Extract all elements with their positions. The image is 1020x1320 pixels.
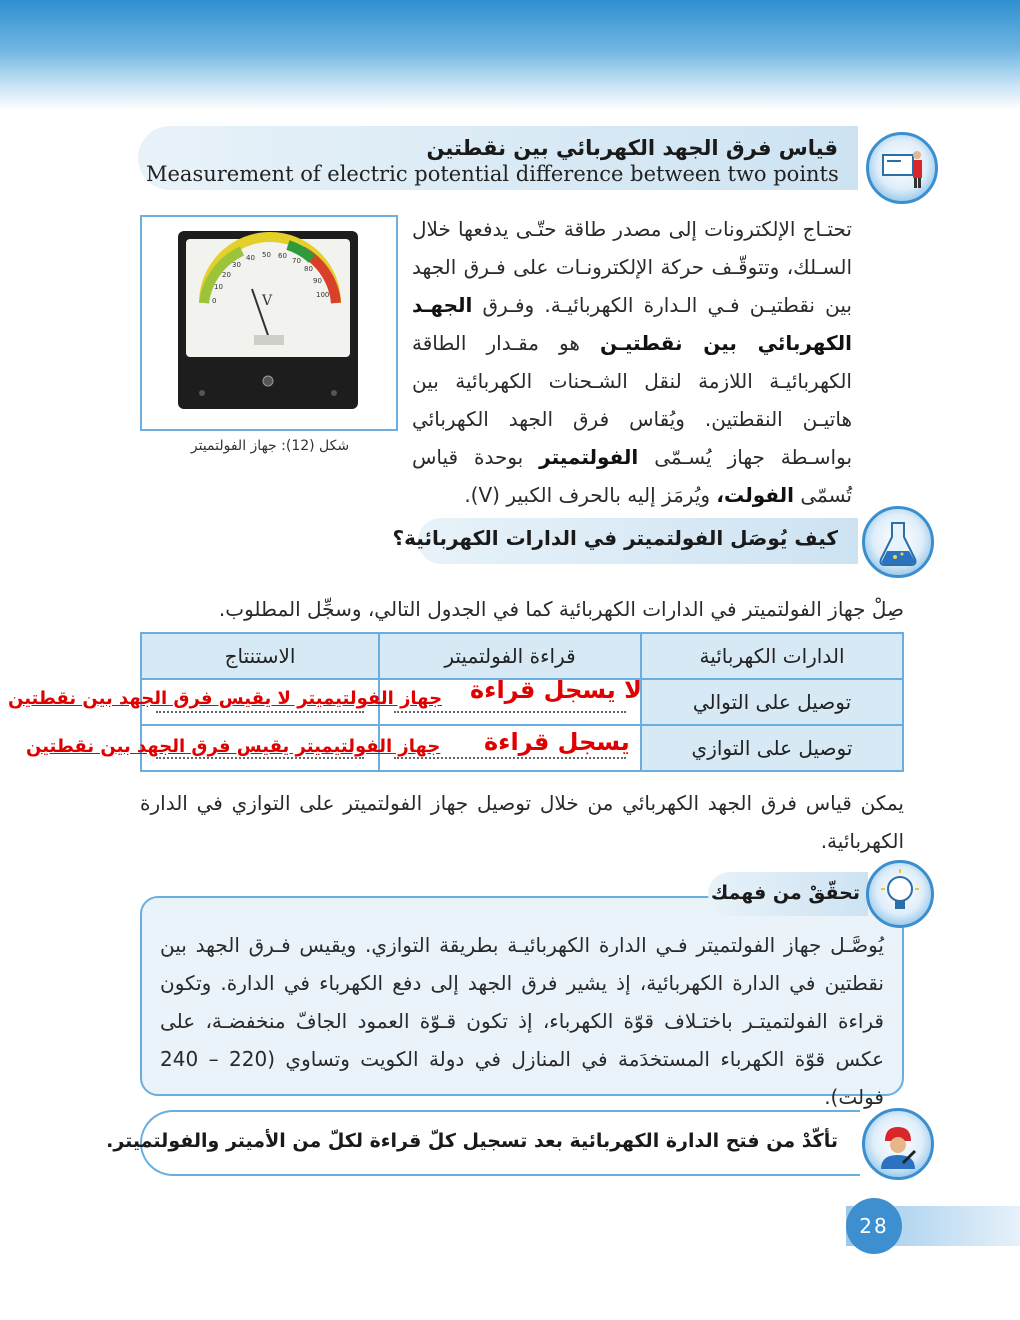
- dial-tick: 0: [212, 297, 217, 305]
- page-number: 28: [846, 1198, 902, 1254]
- dial-letter: V: [262, 293, 273, 309]
- dial-tick: 100: [316, 291, 330, 299]
- check-text: يُوصَّـل جهاز الفولتميتر فـي الدارة الكهربائيـة بطريقة التوازي. ويقيس فـرق الجهد بين نقطتين في الدارة الكهربائية، إذ يشير فرق الجهد إلى دفع الكهرباء في الدارة. وتكون قراءة الفولتميتـر باختـلاف قوّة الكهرباء، إذ تكون قـوّة العمود الجافّ منخفضـة، على عكس قوّة الكهرباء المستخدَمة في المنازل في دولة الكويت وتساوي (220 – 240 فولت).: [160, 933, 884, 1109]
- voltmeter-image: [142, 217, 396, 429]
- dial-tick: 60: [278, 252, 287, 260]
- answer-conclusion-parallel: جهاز الفولتيميتر يقيس فرق الجهد بين نقطتين: [26, 736, 441, 757]
- lightbulb-icon: [866, 860, 934, 928]
- table-header: قراءة الفولتميتر: [379, 633, 641, 679]
- table-header-row: [141, 633, 903, 679]
- row-label: توصيل على التوالي: [641, 679, 903, 725]
- instruction-text: صِلْ جهاز الفولتميتر في الدارات الكهربائية كما في الجدول التالي، وسجِّل المطلوب.: [218, 597, 904, 621]
- dial-tick: 80: [304, 265, 313, 273]
- row-label: توصيل على التوازي: [641, 725, 903, 771]
- dial-tick: 30: [232, 261, 241, 269]
- safety-note-text: تأكّدْ من فتح الدارة الكهربائية بعد تسجيل كلّ قراءة لكلّ من الأميتر والفولتميتر.: [106, 1130, 838, 1152]
- table-header: الاستنتاج: [141, 633, 379, 679]
- section-title-english: Measurement of electric potential difference between two points: [146, 162, 839, 186]
- dial-tick: 50: [262, 251, 271, 259]
- top-color-band: [0, 0, 1020, 110]
- dial-tick: 10: [214, 283, 223, 291]
- dial-tick: 70: [292, 257, 301, 265]
- dial-tick: 20: [222, 271, 231, 279]
- answer-reading-series: لا يسجل قراءة: [470, 676, 643, 704]
- section-title-arabic: قياس فرق الجهد الكهربائي بين نقطتين: [426, 136, 838, 160]
- voltmeter-photo-frame: [140, 215, 398, 431]
- figure-caption: شكل (12): جهاز الفولتميتر: [190, 438, 350, 454]
- question-title: كيف يُوصَل الفولتميتر في الدارات الكهربائية؟: [392, 526, 838, 550]
- answer-reading-parallel: يسجل قراءة: [484, 728, 630, 756]
- table-header: الدارات الكهربائية: [641, 633, 903, 679]
- answer-conclusion-series: جهاز الفولتيميتر لا يقيس فرق الجهد بين نقطتين: [8, 688, 443, 709]
- intro-paragraph: تحتـاج الإلكترونات إلى مصدر طاقة حتّـى يدفعها خلال السـلك، وتتوقّـف حركة الإلكترونـات على فـرق الجهد بين نقطتيـن فـي الـدارة الكهربائيـة. وفـرق الجهـد الكهربائي بين نقطتيـن هو مقـدار الطاقة الكهربائيـة اللازمة لنقل الشـحنات الكهربائية بين هاتيـن النقطتين. ويُقاس فرق الجهد الكهربائي بواسـطة جهاز يُسـمّى الفولتميتر بوحدة قياس تُسمّى الفولت، ويُرمَز إليه بالحرف الكبير (V).: [412, 217, 853, 507]
- dial-tick: 90: [313, 277, 322, 285]
- summary-text: يمكن قياس فرق الجهد الكهربائي من خلال توصيل جهاز الفولتميتر على التوازي في الدارة الكهربائية.: [140, 791, 904, 853]
- dial-tick: 40: [246, 254, 255, 262]
- flask-icon: [862, 506, 934, 578]
- engineer-icon: [862, 1108, 934, 1180]
- presenter-icon: [866, 132, 938, 204]
- check-title: تحقّقْ من فهمك: [710, 882, 860, 904]
